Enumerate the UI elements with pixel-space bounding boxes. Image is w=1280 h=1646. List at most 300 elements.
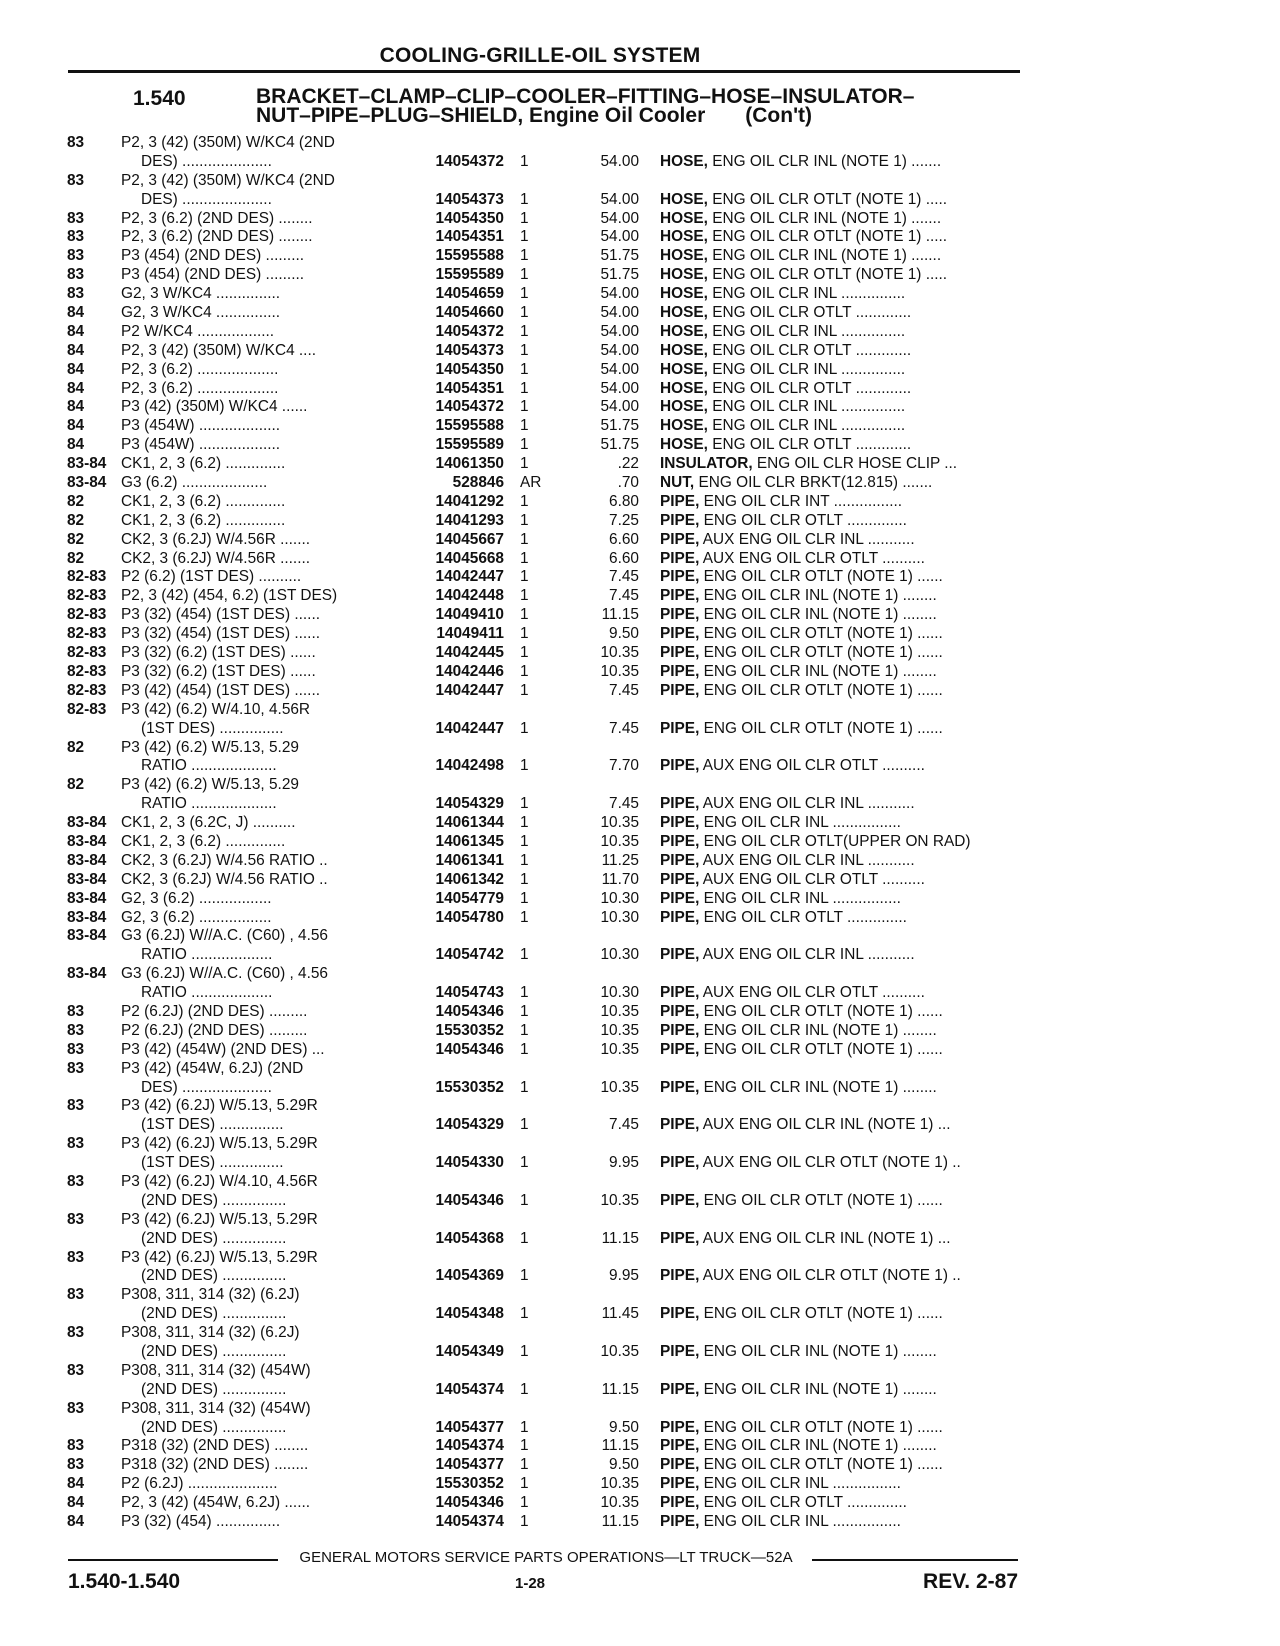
part-detail: ENG OIL CLR INL ............... bbox=[712, 322, 906, 340]
table-row bbox=[0, 285, 1080, 304]
model-year: 83 bbox=[67, 1040, 85, 1058]
price: 10.35 bbox=[600, 1021, 639, 1039]
quantity: 1 bbox=[520, 662, 529, 680]
part-number: 14061344 bbox=[435, 814, 504, 832]
quantity: 1 bbox=[520, 322, 529, 340]
part-number: 14054372 bbox=[435, 322, 504, 340]
part-name bbox=[660, 946, 1025, 965]
part-number: 14042447 bbox=[435, 719, 504, 737]
part-detail: AUX ENG OIL CLR INL ........... bbox=[702, 851, 915, 869]
model-year: 83 bbox=[67, 1456, 85, 1474]
quantity: 1 bbox=[520, 360, 529, 378]
price: 10.35 bbox=[600, 1191, 639, 1209]
part-detail: ENG OIL CLR INL ................ bbox=[703, 889, 901, 907]
application-description: (1ST DES) ............... bbox=[141, 719, 284, 737]
part-name bbox=[660, 1041, 1025, 1060]
quantity: 1 bbox=[520, 530, 529, 548]
application-description: (2ND DES) ............... bbox=[141, 1380, 287, 1398]
price: 10.30 bbox=[600, 889, 639, 907]
part-number: 14054780 bbox=[435, 908, 504, 926]
part-detail: AUX ENG OIL CLR INL (NOTE 1) ... bbox=[702, 1229, 951, 1247]
part-detail: ENG OIL CLR INL ................ bbox=[703, 814, 901, 832]
part-noun: HOSE, bbox=[660, 322, 708, 340]
application-description: CK1, 2, 3 (6.2) .............. bbox=[121, 511, 286, 529]
part-number: 14054373 bbox=[435, 190, 504, 208]
table-row bbox=[0, 1022, 1080, 1041]
part-detail: AUX ENG OIL CLR INL ........... bbox=[702, 795, 915, 813]
application-description: CK2, 3 (6.2J) W/4.56R ....... bbox=[121, 549, 311, 567]
model-year: 83 bbox=[67, 134, 85, 151]
application-description: CK1, 2, 3 (6.2C, J) .......... bbox=[121, 814, 296, 832]
price: 51.75 bbox=[600, 247, 639, 265]
table-row bbox=[0, 1400, 1080, 1419]
model-year: 84 bbox=[67, 1494, 85, 1512]
application-description: DES) ..................... bbox=[141, 152, 272, 170]
application-description: RATIO .................... bbox=[141, 795, 277, 813]
price: 54.00 bbox=[600, 228, 639, 246]
part-name bbox=[660, 436, 1025, 455]
model-year: 83-84 bbox=[67, 832, 107, 850]
table-row bbox=[0, 1437, 1080, 1456]
model-year: 83 bbox=[67, 247, 85, 265]
application-description: P2, 3 (6.2) ................... bbox=[121, 360, 279, 378]
quantity: 1 bbox=[520, 1494, 529, 1512]
part-number: 14054350 bbox=[435, 360, 504, 378]
part-number: 14061342 bbox=[435, 870, 504, 888]
application-description: P2, 3 (6.2) (2ND DES) ........ bbox=[121, 209, 313, 227]
part-detail: ENG OIL CLR INL (NOTE 1) ....... bbox=[712, 209, 942, 227]
model-year: 83 bbox=[67, 1210, 85, 1228]
quantity: 1 bbox=[520, 1191, 529, 1209]
table-row bbox=[0, 1173, 1080, 1192]
part-name bbox=[660, 228, 1025, 247]
quantity: AR bbox=[520, 474, 542, 492]
part-noun: PIPE, bbox=[660, 530, 700, 548]
table-row bbox=[0, 984, 1080, 1003]
application-description: P3 (42) (6.2) W/4.10, 4.56R bbox=[121, 700, 311, 718]
part-detail: ENG OIL CLR INL ................ bbox=[703, 1513, 901, 1531]
table-row bbox=[0, 1116, 1080, 1135]
quantity: 1 bbox=[520, 1475, 529, 1493]
table-row bbox=[0, 398, 1080, 417]
table-row bbox=[0, 568, 1080, 587]
application-description: CK2, 3 (6.2J) W/4.56R ....... bbox=[121, 530, 311, 548]
part-name bbox=[660, 682, 1025, 701]
part-number: 15530352 bbox=[435, 1078, 504, 1096]
application-description: (2ND DES) ............... bbox=[141, 1191, 287, 1209]
quantity: 1 bbox=[520, 719, 529, 737]
application-description: P3 (32) (454) ............... bbox=[121, 1513, 281, 1531]
application-description: P3 (454) (2ND DES) ......... bbox=[121, 247, 305, 265]
quantity: 1 bbox=[520, 1002, 529, 1020]
table-row bbox=[0, 228, 1080, 247]
section-title-line1: BRACKET–CLAMP–CLIP–COOLER–FITTING–HOSE–INSULATOR– bbox=[256, 85, 915, 108]
table-row bbox=[0, 833, 1080, 852]
section-number: 1.540 bbox=[133, 87, 186, 110]
part-number: 14054377 bbox=[435, 1418, 504, 1436]
part-number: 14061341 bbox=[435, 851, 504, 869]
model-year: 83 bbox=[67, 171, 85, 189]
part-detail: ENG OIL CLR OTLT (NOTE 1) ...... bbox=[703, 1305, 943, 1323]
part-number: 14054374 bbox=[435, 1513, 504, 1531]
application-description: P3 (42) (6.2) W/5.13, 5.29 bbox=[121, 738, 299, 756]
part-name bbox=[660, 1116, 1025, 1135]
part-name bbox=[660, 1022, 1025, 1041]
model-year: 83 bbox=[67, 1399, 85, 1417]
price: 6.60 bbox=[609, 549, 639, 567]
quantity: 1 bbox=[520, 549, 529, 567]
price: 54.00 bbox=[600, 379, 639, 397]
application-description: G3 (6.2J) W//A.C. (C60) , 4.56 bbox=[121, 965, 328, 983]
part-noun: PIPE, bbox=[660, 1040, 700, 1058]
part-detail: ENG OIL CLR OTLT (NOTE 1) ...... bbox=[703, 1456, 943, 1474]
table-row bbox=[0, 795, 1080, 814]
price: 54.00 bbox=[600, 341, 639, 359]
application-description: P3 (42) (454W, 6.2J) (2ND bbox=[121, 1059, 304, 1077]
part-name bbox=[660, 795, 1025, 814]
price: 11.45 bbox=[601, 1305, 639, 1323]
part-number: 14054369 bbox=[435, 1267, 504, 1285]
model-year: 84 bbox=[67, 1475, 85, 1493]
part-detail: ENG OIL CLR OTLT (NOTE 1) ..... bbox=[712, 266, 948, 284]
part-name bbox=[660, 531, 1025, 550]
part-noun: PIPE, bbox=[660, 1456, 700, 1474]
part-name bbox=[660, 191, 1025, 210]
part-number: 14042445 bbox=[435, 644, 504, 662]
part-name bbox=[660, 1456, 1025, 1475]
quantity: 1 bbox=[520, 266, 529, 284]
model-year: 82-83 bbox=[67, 606, 107, 624]
part-number: 14045667 bbox=[435, 530, 504, 548]
part-number: 14054660 bbox=[435, 304, 504, 322]
application-description: (1ST DES) ............... bbox=[141, 1154, 284, 1172]
application-description: CK2, 3 (6.2J) W/4.56 RATIO .. bbox=[121, 870, 328, 888]
part-noun: PIPE, bbox=[660, 1191, 700, 1209]
part-noun: PIPE, bbox=[660, 870, 700, 888]
part-name bbox=[660, 1475, 1025, 1494]
part-noun: PIPE, bbox=[660, 795, 700, 813]
quantity: 1 bbox=[520, 152, 529, 170]
part-detail: ENG OIL CLR OTLT ............. bbox=[712, 379, 912, 397]
table-row bbox=[0, 1381, 1080, 1400]
part-number: 14054348 bbox=[435, 1305, 504, 1323]
part-number: 14054351 bbox=[435, 228, 504, 246]
part-noun: PIPE, bbox=[660, 625, 700, 643]
price: 6.60 bbox=[609, 530, 639, 548]
part-noun: HOSE, bbox=[660, 190, 708, 208]
quantity: 1 bbox=[520, 1513, 529, 1531]
table-row bbox=[0, 1343, 1080, 1362]
application-description: RATIO .................... bbox=[141, 757, 277, 775]
part-number: 14054346 bbox=[435, 1494, 504, 1512]
price: 10.35 bbox=[600, 1078, 639, 1096]
model-year: 83-84 bbox=[67, 889, 107, 907]
price: 10.35 bbox=[600, 832, 639, 850]
quantity: 1 bbox=[520, 1229, 529, 1247]
table-row bbox=[0, 814, 1080, 833]
application-description: P2 (6.2J) (2ND DES) ......... bbox=[121, 1002, 308, 1020]
application-description: P2, 3 (42) (350M) W/KC4 .... bbox=[121, 341, 317, 359]
part-detail: ENG OIL CLR INL (NOTE 1) ........ bbox=[703, 587, 937, 605]
part-number: 14042448 bbox=[435, 587, 504, 605]
part-name bbox=[660, 606, 1025, 625]
part-name bbox=[660, 1437, 1025, 1456]
quantity: 1 bbox=[520, 379, 529, 397]
price: 9.50 bbox=[609, 1418, 639, 1436]
model-year: 83-84 bbox=[67, 455, 107, 473]
application-description: P2 (6.2J) ..................... bbox=[121, 1475, 278, 1493]
part-noun: HOSE, bbox=[660, 152, 708, 170]
price: 10.35 bbox=[600, 1475, 639, 1493]
quantity: 1 bbox=[520, 1380, 529, 1398]
part-detail: ENG OIL CLR OTLT ............. bbox=[712, 341, 912, 359]
part-number: 15595588 bbox=[435, 247, 504, 265]
price: 11.15 bbox=[601, 606, 639, 624]
part-number: 14054372 bbox=[435, 152, 504, 170]
model-year: 83 bbox=[67, 285, 85, 303]
part-number: 14045668 bbox=[435, 549, 504, 567]
part-noun: PIPE, bbox=[660, 1343, 700, 1360]
header-rule bbox=[68, 70, 1020, 73]
part-number: 14054743 bbox=[435, 984, 504, 1002]
quantity: 1 bbox=[520, 1040, 529, 1058]
application-description: P3 (32) (6.2) (1ST DES) ...... bbox=[121, 644, 316, 662]
part-detail: ENG OIL CLR HOSE CLIP ... bbox=[756, 455, 958, 473]
table-row bbox=[0, 701, 1080, 720]
quantity: 1 bbox=[520, 757, 529, 775]
part-name bbox=[660, 1494, 1025, 1513]
price: 54.00 bbox=[600, 304, 639, 322]
application-description: P3 (42) (6.2J) W/5.13, 5.29R bbox=[121, 1210, 318, 1228]
part-name bbox=[660, 493, 1025, 512]
table-row bbox=[0, 1003, 1080, 1022]
table-row bbox=[0, 417, 1080, 436]
table-row bbox=[0, 550, 1080, 569]
table-row bbox=[0, 720, 1080, 739]
application-description: P2, 3 (42) (454W, 6.2J) ...... bbox=[121, 1494, 311, 1512]
price: 9.50 bbox=[609, 625, 639, 643]
part-name bbox=[660, 1154, 1025, 1173]
part-detail: ENG OIL CLR INL (NOTE 1) ........ bbox=[703, 1078, 937, 1096]
price: 11.15 bbox=[601, 1229, 639, 1247]
part-number: 14041293 bbox=[435, 511, 504, 529]
quantity: 1 bbox=[520, 1437, 529, 1455]
part-name bbox=[660, 1513, 1025, 1532]
part-noun: HOSE, bbox=[660, 379, 708, 397]
quantity: 1 bbox=[520, 455, 529, 473]
part-name bbox=[660, 644, 1025, 663]
model-year: 84 bbox=[67, 360, 85, 378]
part-noun: PIPE, bbox=[660, 1229, 700, 1247]
part-noun: HOSE, bbox=[660, 228, 708, 246]
part-number: 14054329 bbox=[435, 795, 504, 813]
footer-page-number: 1-28 bbox=[514, 1575, 546, 1592]
part-noun: PIPE, bbox=[660, 1267, 700, 1285]
model-year: 83 bbox=[67, 1361, 85, 1379]
part-name bbox=[660, 304, 1025, 323]
part-detail: ENG OIL CLR OTLT (NOTE 1) ...... bbox=[703, 681, 943, 699]
table-row bbox=[0, 1041, 1080, 1060]
part-number: 14054346 bbox=[435, 1002, 504, 1020]
part-detail: AUX ENG OIL CLR INL ........... bbox=[702, 530, 915, 548]
part-name bbox=[660, 380, 1025, 399]
part-name bbox=[660, 1079, 1025, 1098]
model-year: 82 bbox=[67, 549, 85, 567]
part-name bbox=[660, 568, 1025, 587]
part-number: 14042498 bbox=[435, 757, 504, 775]
application-description: P308, 311, 314 (32) (6.2J) bbox=[121, 1286, 300, 1304]
price: 10.30 bbox=[600, 984, 639, 1002]
price: 9.95 bbox=[609, 1154, 639, 1172]
quantity: 1 bbox=[520, 795, 529, 813]
application-description: P2, 3 (6.2) (2ND DES) ........ bbox=[121, 228, 313, 246]
application-description: (2ND DES) ............... bbox=[141, 1343, 287, 1360]
part-number: 14054329 bbox=[435, 1116, 504, 1134]
price: 7.45 bbox=[609, 1116, 639, 1134]
model-year: 83 bbox=[67, 266, 85, 284]
model-year: 83 bbox=[67, 228, 85, 246]
table-row bbox=[0, 493, 1080, 512]
continued-label: (Con't) bbox=[745, 104, 813, 127]
part-noun: PIPE, bbox=[660, 984, 700, 1002]
table-row bbox=[0, 512, 1080, 531]
price: 10.35 bbox=[600, 1002, 639, 1020]
price: 7.45 bbox=[609, 719, 639, 737]
application-description: CK2, 3 (6.2J) W/4.56 RATIO .. bbox=[121, 851, 328, 869]
part-detail: ENG OIL CLR INL (NOTE 1) ....... bbox=[712, 152, 942, 170]
table-row bbox=[0, 739, 1080, 758]
part-number: 15595588 bbox=[435, 417, 504, 435]
part-noun: PIPE, bbox=[660, 889, 700, 907]
table-row bbox=[0, 682, 1080, 701]
quantity: 1 bbox=[520, 341, 529, 359]
part-number: 14054351 bbox=[435, 379, 504, 397]
part-detail: ENG OIL CLR OTLT .............. bbox=[703, 511, 907, 529]
part-name bbox=[660, 247, 1025, 266]
part-number: 14054373 bbox=[435, 341, 504, 359]
part-detail: ENG OIL CLR OTLT (NOTE 1) ...... bbox=[703, 625, 943, 643]
table-row bbox=[0, 134, 1080, 153]
table-row bbox=[0, 871, 1080, 890]
application-description: (2ND DES) ............... bbox=[141, 1267, 287, 1285]
table-row bbox=[0, 361, 1080, 380]
table-row bbox=[0, 909, 1080, 928]
part-number: 14054368 bbox=[435, 1229, 504, 1247]
table-row bbox=[0, 1305, 1080, 1324]
price: 6.80 bbox=[609, 492, 639, 510]
price: 10.35 bbox=[600, 814, 639, 832]
table-row bbox=[0, 1097, 1080, 1116]
price: 10.35 bbox=[600, 1040, 639, 1058]
part-number: 14054659 bbox=[435, 285, 504, 303]
part-number: 14061350 bbox=[435, 455, 504, 473]
table-row bbox=[0, 644, 1080, 663]
part-number: 14061345 bbox=[435, 832, 504, 850]
price: .70 bbox=[617, 474, 639, 492]
part-name bbox=[660, 814, 1025, 833]
part-noun: PIPE, bbox=[660, 644, 700, 662]
part-name bbox=[660, 1267, 1025, 1286]
quantity: 1 bbox=[520, 1456, 529, 1474]
table-row bbox=[0, 1060, 1080, 1079]
part-name bbox=[660, 1343, 1025, 1362]
table-row bbox=[0, 1192, 1080, 1211]
part-noun: PIPE, bbox=[660, 1437, 700, 1455]
part-noun: HOSE, bbox=[660, 266, 708, 284]
table-row bbox=[0, 1249, 1080, 1268]
price: 10.30 bbox=[600, 946, 639, 964]
table-row bbox=[0, 927, 1080, 946]
model-year: 84 bbox=[67, 304, 85, 322]
part-detail: AUX ENG OIL CLR OTLT (NOTE 1) .. bbox=[702, 1267, 961, 1285]
application-description: P3 (42) (6.2J) W/5.13, 5.29R bbox=[121, 1135, 318, 1153]
model-year: 83 bbox=[67, 1172, 85, 1190]
part-name bbox=[660, 852, 1025, 871]
table-row bbox=[0, 1456, 1080, 1475]
model-year: 83 bbox=[67, 209, 85, 227]
parts-table bbox=[0, 134, 1080, 1532]
part-name bbox=[660, 266, 1025, 285]
part-detail: ENG OIL CLR INL (NOTE 1) ........ bbox=[703, 1437, 937, 1455]
application-description: P2 (6.2) (1ST DES) .......... bbox=[121, 568, 302, 586]
part-noun: HOSE, bbox=[660, 304, 708, 322]
table-row bbox=[0, 1362, 1080, 1381]
quantity: 1 bbox=[520, 568, 529, 586]
part-name bbox=[660, 587, 1025, 606]
table-row bbox=[0, 191, 1080, 210]
part-noun: PIPE, bbox=[660, 606, 700, 624]
part-number: 14041292 bbox=[435, 492, 504, 510]
application-description: CK1, 2, 3 (6.2) .............. bbox=[121, 832, 286, 850]
price: 11.25 bbox=[601, 851, 639, 869]
application-description: P318 (32) (2ND DES) ........ bbox=[121, 1456, 309, 1474]
table-row bbox=[0, 1267, 1080, 1286]
part-number: 14049411 bbox=[436, 625, 504, 643]
model-year: 83 bbox=[67, 1002, 85, 1020]
part-number: 15530352 bbox=[435, 1475, 504, 1493]
model-year: 83 bbox=[67, 1059, 85, 1077]
table-row bbox=[0, 757, 1080, 776]
model-year: 82-83 bbox=[67, 568, 107, 586]
application-description: G3 (6.2) .................... bbox=[121, 474, 268, 492]
part-detail: ENG OIL CLR INL ................ bbox=[703, 1475, 901, 1493]
part-noun: PIPE, bbox=[660, 1116, 700, 1134]
quantity: 1 bbox=[520, 644, 529, 662]
model-year: 83 bbox=[67, 1248, 85, 1266]
model-year: 83-84 bbox=[67, 908, 107, 926]
section-title-line2: NUT–PIPE–PLUG–SHIELD, Engine Oil Cooler bbox=[256, 104, 706, 127]
table-row bbox=[0, 852, 1080, 871]
model-year: 82-83 bbox=[67, 587, 107, 605]
part-noun: PIPE, bbox=[660, 757, 700, 775]
part-detail: AUX ENG OIL CLR INL (NOTE 1) ... bbox=[702, 1116, 951, 1134]
table-row bbox=[0, 1324, 1080, 1343]
part-number: 14042447 bbox=[435, 568, 504, 586]
table-row bbox=[0, 1419, 1080, 1438]
model-year: 82-83 bbox=[67, 681, 107, 699]
part-noun: HOSE, bbox=[660, 398, 708, 416]
part-noun: PIPE, bbox=[660, 814, 700, 832]
part-noun: PIPE, bbox=[660, 832, 700, 850]
application-description: DES) ..................... bbox=[141, 1078, 272, 1096]
part-noun: HOSE, bbox=[660, 417, 708, 435]
price: 54.00 bbox=[600, 398, 639, 416]
application-description: CK1, 2, 3 (6.2) .............. bbox=[121, 492, 286, 510]
application-description: P3 (32) (454) (1ST DES) ...... bbox=[121, 606, 321, 624]
part-name bbox=[660, 890, 1025, 909]
quantity: 1 bbox=[520, 946, 529, 964]
model-year: 83 bbox=[67, 1097, 85, 1115]
